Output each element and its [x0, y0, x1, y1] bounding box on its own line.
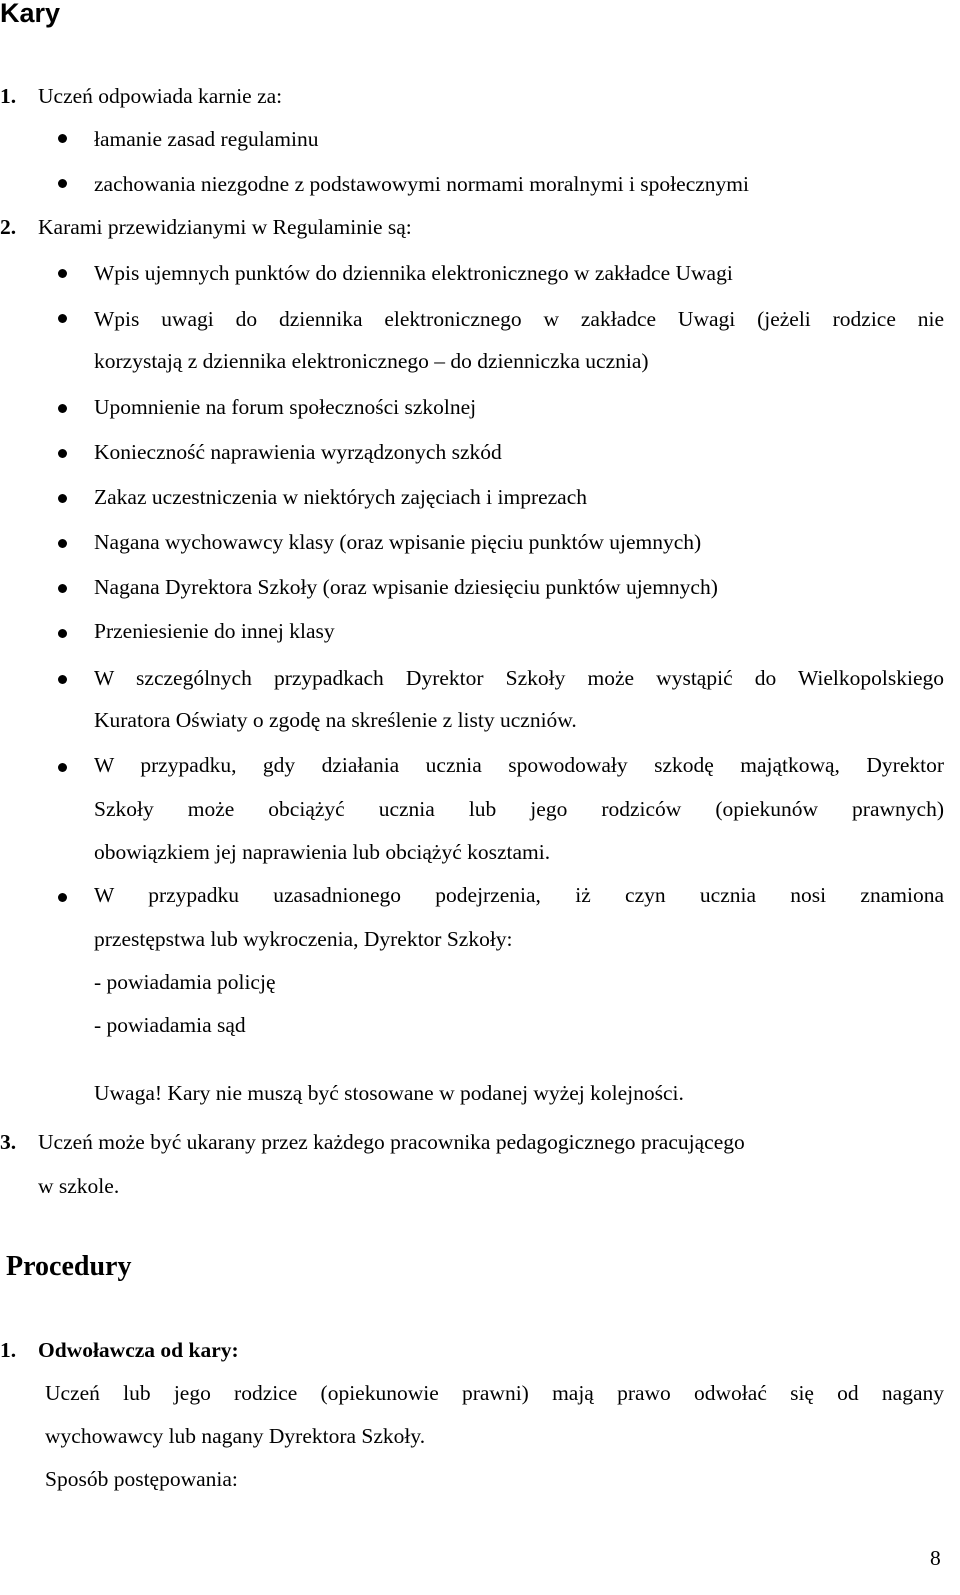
bullet-text-continuation: Szkoły może obciążyć ucznia lub jego rodziców (opiekunów prawnych) [94, 797, 944, 821]
paragraph-text-continuation: wychowawcy lub nagany Dyrektora Szkoły. [45, 1424, 426, 1448]
bullet-text: Upomnienie na forum społeczności szkolnej [94, 395, 477, 419]
section-title-kary: Kary [0, 0, 61, 28]
bullet-icon [58, 269, 67, 278]
bullet-icon [58, 404, 67, 413]
bullet-text-continuation: obowiązkiem jej naprawienia lub obciążyć kosztami. [94, 840, 551, 864]
bullet-text: W przypadku, gdy działania ucznia spowodowały szkodę majątkową, Dyrektor [94, 753, 944, 777]
bullet-text: Zakaz uczestniczenia w niektórych zajęciach i imprezach [94, 485, 588, 509]
page-number: 8 [930, 1546, 941, 1570]
bullet-icon [58, 314, 67, 323]
item-number: 2. [0, 215, 17, 239]
bullet-text-continuation: - powiadamia policję [94, 970, 276, 994]
item-text-continuation: w szkole. [38, 1174, 120, 1198]
bullet-text: Nagana Dyrektora Szkoły (oraz wpisanie dziesięciu punktów ujemnych) [94, 575, 718, 599]
bullet-icon [58, 134, 67, 143]
bullet-text-continuation: - powiadamia sąd [94, 1013, 246, 1037]
paragraph-text: Uczeń lub jego rodzice (opiekunowie prawni) mają prawo odwołać się od nagany [45, 1381, 944, 1405]
bullet-text-continuation: korzystają z dziennika elektronicznego – do dzienniczka ucznia) [94, 349, 649, 373]
item-text: Uczeń może być ukarany przez każdego pracownika pedagogicznego pracującego [38, 1130, 745, 1154]
bullet-text: Przeniesienie do innej klasy [94, 619, 335, 643]
item-number: 3. [0, 1130, 17, 1154]
item-number: 1. [0, 84, 17, 108]
bullet-icon [58, 893, 67, 902]
bullet-text: łamanie zasad regulaminu [94, 127, 319, 151]
bullet-icon [58, 675, 67, 684]
bullet-icon [58, 629, 67, 638]
bullet-text: W szczególnych przypadkach Dyrektor Szkoły może wystąpić do Wielkopolskiego [94, 666, 944, 690]
item-number: 1. [0, 1338, 17, 1362]
bullet-icon [58, 539, 67, 548]
bullet-text: Wpis ujemnych punktów do dziennika elektronicznego w zakładce Uwagi [94, 261, 733, 285]
bullet-text-continuation: Kuratora Oświaty o zgodę na skreślenie z listy uczniów. [94, 708, 577, 732]
bullet-text: Nagana wychowawcy klasy (oraz wpisanie pięciu punktów ujemnych) [94, 530, 702, 554]
bullet-text: zachowania niezgodne z podstawowymi normami moralnymi i społecznymi [94, 172, 749, 196]
bullet-icon [58, 763, 67, 772]
item-heading: Odwoławcza od kary: [38, 1338, 239, 1362]
bullet-text-continuation: przestępstwa lub wykroczenia, Dyrektor Szkoły: [94, 927, 513, 951]
bullet-text: Wpis uwagi do dziennika elektronicznego w zakładce Uwagi (jeżeli rodzice nie [94, 307, 944, 331]
section-title-procedury: Procedury [6, 1251, 132, 1282]
bullet-icon [58, 449, 67, 458]
bullet-icon [58, 179, 67, 188]
bullet-icon [58, 584, 67, 593]
item-text: Uczeń odpowiada karnie za: [38, 84, 283, 108]
bullet-text: Konieczność naprawienia wyrządzonych szkód [94, 440, 502, 464]
bullet-icon [58, 494, 67, 503]
note-text: Uwaga! Kary nie muszą być stosowane w podanej wyżej kolejności. [94, 1081, 684, 1105]
subheading-text: Sposób postępowania: [45, 1467, 238, 1491]
bullet-text: W przypadku uzasadnionego podejrzenia, iż czyn ucznia nosi znamiona [94, 883, 944, 907]
item-text: Karami przewidzianymi w Regulaminie są: [38, 215, 412, 239]
